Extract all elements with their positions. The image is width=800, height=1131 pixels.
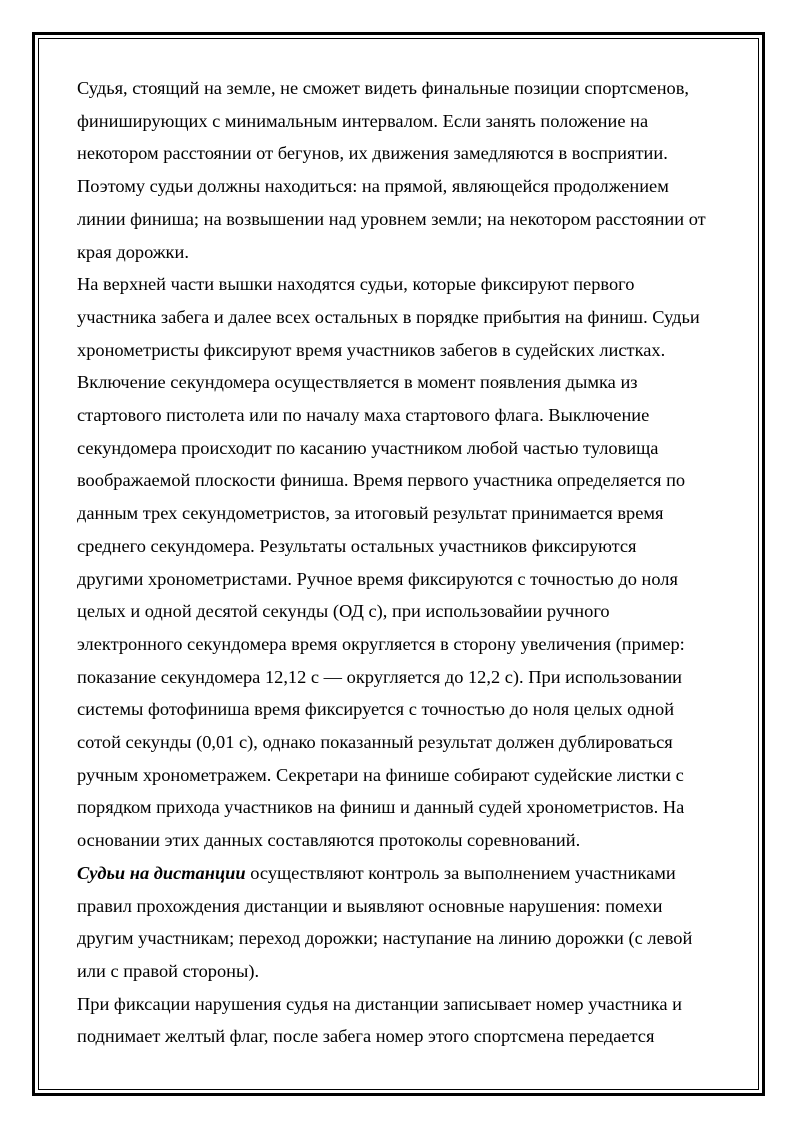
text-line: воображаемой плоскости финиша. Время первого участника определяется по <box>77 470 686 491</box>
course-judges-term: Судьи на дистанции <box>77 862 246 883</box>
paragraph-judge-position <box>77 72 729 268</box>
document-body <box>77 72 729 1053</box>
text-line: Судья, стоящий на земле, не сможет видеть финальные позиции спортсменов, <box>77 78 690 98</box>
text-line: стартового пистолета или по началу маха стартового флага. Выключение <box>77 405 650 426</box>
paragraph-course-judges <box>77 857 729 988</box>
paragraph-timekeepers <box>77 268 729 857</box>
text-line: ручным хронометражем. Секретари на финише собирают судейские листки с <box>77 764 684 785</box>
text-line: основании этих данных составляются протоколы соревнований. <box>77 830 581 851</box>
text-line: секундомера происходит по касанию участником любой частью туловища <box>77 437 659 458</box>
text-line: При фиксации нарушения судья на дистанции записывает номер участника и <box>77 993 682 1014</box>
text-line: данным трех секундометристов, за итоговый результат принимается время <box>77 503 664 524</box>
text-line: среднего секундомера. Результаты остальных участников фиксируются <box>77 535 637 556</box>
text-line: сотой секунды (0,01 с), однако показанный результат должен дублироваться <box>77 732 673 753</box>
text-line: другими хронометристами. Ручное время фиксируются с точностью до ноля <box>77 568 678 589</box>
text-line: хронометристы фиксируют время участников забегов в судейских листках. <box>77 339 666 360</box>
text-line: показание секундомера 12,12 с — округляется до 12,2 с). При использовании <box>77 666 683 687</box>
text-line: или с правой стороны). <box>77 960 260 981</box>
text-line: другим участникам; переход дорожки; наступание на линию дорожки (с левой <box>77 928 693 949</box>
text-line: Поэтому судьи должны находиться: на прямой, являющейся продолжением <box>77 176 669 197</box>
text-line: На верхней части вышки находятся судьи, которые фиксируют первого <box>77 274 635 295</box>
text-line: края дорожки. <box>77 241 189 262</box>
text-line <box>77 857 729 890</box>
text-line: финиширующих с минимальным интервалом. Если занять положение на <box>77 110 649 131</box>
text-line: правил прохождения дистанции и выявляют основные нарушения: помехи <box>77 895 663 916</box>
text-line: порядком прихода участников на финиш и данный судей хронометристов. На <box>77 797 685 818</box>
text-line: поднимает желтый флаг, после забега номер этого спортсмена передается <box>77 1026 655 1047</box>
text-line: целых и одной десятой секунды (ОД с), при использовайии ручного <box>77 601 610 622</box>
text-line: линии финиша; на возвышении над уровнем земли; на некотором расстоянии от <box>77 208 706 229</box>
text-line: электронного секундомера время округляется в сторону увеличения (пример: <box>77 633 685 654</box>
text-run: осуществляют контроль за выполнением участниками <box>245 862 676 883</box>
paragraph-violation <box>77 988 729 1053</box>
text-line: системы фотофиниша время фиксируется с точностью до ноля целых одной <box>77 699 675 720</box>
text-line: некотором расстоянии от бегунов, их движения замедляются в восприятии. <box>77 143 668 164</box>
text-line: Включение секундомера осуществляется в момент появления дымка из <box>77 372 638 393</box>
text-line: участника забега и далее всех остальных в порядке прибытия на финиш. Судьи <box>77 306 700 327</box>
